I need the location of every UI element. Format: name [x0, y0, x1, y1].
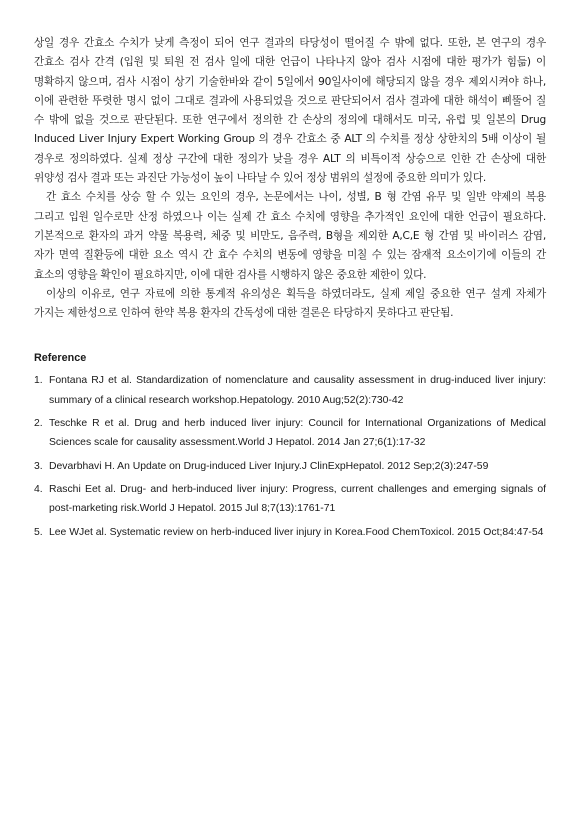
reference-list	[34, 371, 546, 541]
reference-text: Teschke R et al. Drug and herb induced liver injury: Council for International Organizations of Medical Sciences scale for causality assessment.World J Hepatol. 2014 Jan 27;6(1):17-32	[49, 418, 546, 449]
reference-heading: Reference	[34, 352, 87, 365]
reference-text: Lee WJet al. Systematic review on herb-induced liver injury in Korea.Food ChemToxicol. 2015 Oct;84:47-54	[49, 526, 544, 538]
reference-item-5	[34, 523, 546, 542]
reference-item-2	[34, 414, 546, 453]
reference-number: 5.	[34, 526, 43, 538]
paragraph-3: 이상의 이유로, 연구 자료에 의한 통계적 유의성은 획득을 하였더라도, 실제 제일 중요한 연구 설계 자체가 가지는 제한성으로 인하여 한약 복용 환자의 간독성에 대한 결론은 타당하지 못하다고 판단됨.	[34, 287, 546, 320]
reference-number: 4.	[34, 483, 43, 495]
reference-item-3	[34, 457, 546, 476]
reference-text: Raschi Eet al. Drug- and herb-induced liver injury: Progress, current challenges and emerging signals of post-marketing risk.World J Hepatol. 2015 Jul 8;7(13):1761-71	[49, 483, 546, 515]
reference-number: 3.	[34, 460, 43, 472]
reference-item-1	[34, 371, 546, 410]
document-page	[34, 34, 546, 546]
reference-text: Devarbhavi H. An Update on Drug-induced Liver Injury.J ClinExpHepatol. 2012 Sep;2(3):247-59	[49, 460, 489, 472]
reference-item-4	[34, 480, 546, 519]
reference-number: 1.	[34, 375, 43, 387]
reference-number: 2.	[34, 418, 43, 430]
paragraph-2: 간 효소 수치를 상승 할 수 있는 요인의 경우, 논문에서는 나이, 성별, B 형 간염 유무 및 일반 약제의 복용 그리고 입원 일수로만 산정 하였으나 이는 실제 간 효소 수치에 영향을 추가적인 요인에 대한 언급이 필요하다. 기본적으로 환자의 과거 약물 복용력, 체중 및 비만도, 음주력, B형을 제외한 A,C,E 형 간염 및 바이러스 감염, 자가 면역 질환등에 대한 요소 역시 간 효수 수치의 변동에 영향을 미칠 수 있는 잠재적 요소이기에 이들의 간 효소의 영향을 확인이 필요하지만, 이에 대한 검사를 시행하지 않은 중요한 제한이 있다.	[34, 191, 546, 281]
paragraph-1: 상일 경우 간효소 수치가 낮게 측정이 되어 연구 결과의 타당성이 떨어질 수 밖에 없다. 또한, 본 연구의 경우 간효소 검사 간격 (입원 및 퇴원 전 검사 일에 대한 언급이 나타나지 않아 검사 시점에 대한 평가가 힘듦) 이 명확하지 않으며, 검사 시점이 상기 기술한바와 같이 5일에서 90일사이에 해당되지 않을 경우 제외시켜야 하나, 이에 관련한 뚜렷한 명시 없이 그대로 결과에 사용되었을 것으로 판단되어서 검사 결과에 대한 해석이 삐뚤어 질 수 밖에 없을 것으로 판단된다. 또한 연구에서 정의한 간 손상의 정의에 대해서도 미국, 유럽 및 일본의 Drug Induced Liver Injury Expert Working Group 의 경우 간효소 중 ALT 의 수치를 정상 상한치의 5배 이상이 될 경우로 정의하였다. 실제 정상 구간에 대한 정의가 낮을 경우 ALT 의 비특이적 상승으로 인한 간 손상에 대한 위양성 검사 결과 또는 과진단 가능성이 높이 나타날 수 있어 정상 범위의 설정에 중요한 의미가 있다.	[34, 37, 546, 185]
body-text	[34, 34, 546, 323]
reference-text: Fontana RJ et al. Standardization of nomenclature and causality assessment in drug-induced liver injury: summary of a clinical research workshop.Hepatology. 2010 Aug;52(2):730-42	[49, 375, 546, 406]
